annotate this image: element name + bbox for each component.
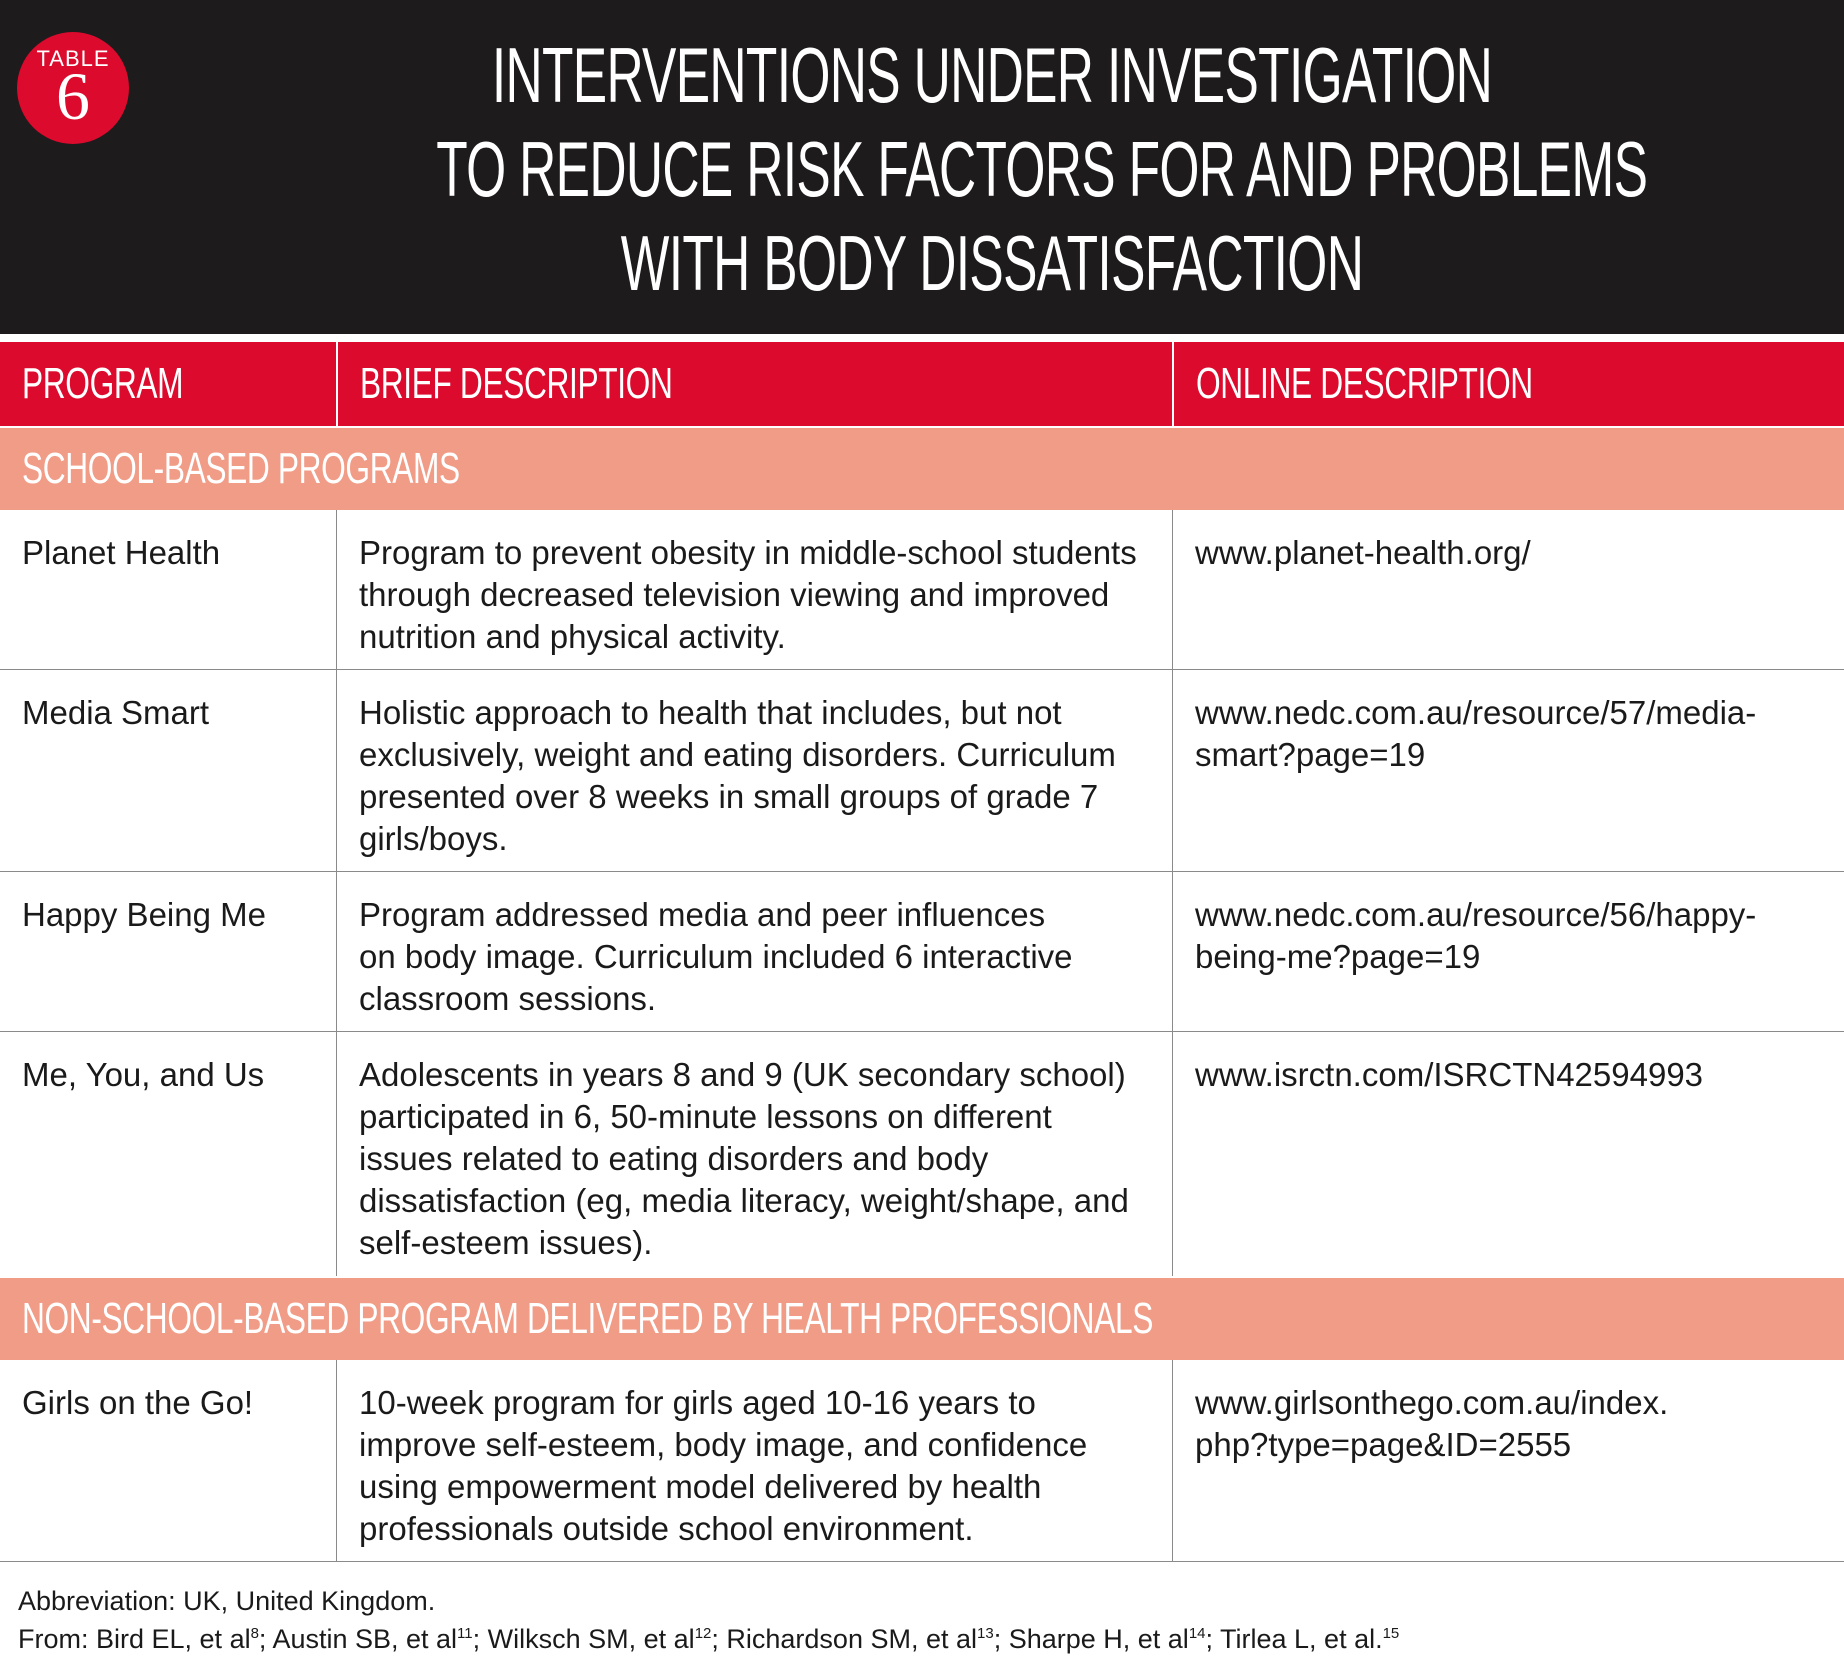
citation-ref: 14 — [1188, 1625, 1206, 1642]
description-line: issues related to eating disorders and body — [359, 1140, 989, 1177]
header-program — [0, 342, 336, 426]
table-row — [0, 1032, 1844, 1276]
description-cell — [336, 510, 1172, 669]
url-link[interactable] — [1195, 1382, 1830, 1466]
program-cell: Me, You, and Us — [22, 1056, 265, 1093]
badge-number: 6 — [56, 58, 90, 134]
description-cell — [336, 872, 1172, 1031]
description-cell — [336, 1032, 1172, 1276]
citation-ref: 13 — [977, 1625, 994, 1642]
description-cell — [336, 1360, 1172, 1561]
citation-text: Wilksch SM, et al — [487, 1624, 695, 1654]
table-header-row — [0, 342, 1844, 426]
program-cell: Happy Being Me — [22, 896, 266, 933]
section-title: NON-SCHOOL-BASED PROGRAM DELIVERED BY HEALTH PROFESSIONALS — [22, 1294, 1154, 1343]
title-banner — [0, 0, 1844, 334]
citation-text: Richardson SM, et al — [726, 1624, 977, 1654]
section-title: SCHOOL-BASED PROGRAMS — [22, 444, 460, 493]
description-line: presented over 8 weeks in small groups of grade 7 — [359, 778, 1099, 815]
description-line: Holistic approach to health that includes, but not — [359, 694, 1062, 731]
description-line: nutrition and physical activity. — [359, 618, 786, 655]
table-title — [150, 28, 1834, 310]
title-line-2: TO REDUCE RISK FACTORS FOR AND PROBLEMS — [436, 125, 1648, 213]
citation: Sharpe H, et $al^{14}$; — [1008, 1624, 1221, 1654]
table-row — [0, 1360, 1844, 1562]
header-program-label: PROGRAM — [22, 359, 184, 408]
from-label: From: — [18, 1624, 96, 1654]
url-line: www.nedc.com.au/resource/57/media- — [1195, 694, 1757, 731]
section-heading-non-school — [0, 1276, 1844, 1360]
citation-ref: 12 — [694, 1625, 712, 1642]
description-line: girls/boys. — [359, 820, 508, 857]
url-link[interactable] — [1195, 894, 1830, 978]
online-description-cell — [1172, 670, 1844, 871]
description-line: dissatisfaction (eg, media literacy, weight/shape, and — [359, 1182, 1129, 1219]
url-line: www.girlsonthego.com.au/index. — [1195, 1384, 1669, 1421]
citation-text: Bird EL, et al — [96, 1624, 251, 1654]
description-line: improve self-esteem, body image, and confidence — [359, 1426, 1088, 1463]
section-heading-school — [0, 426, 1844, 510]
url-line: php?type=page&ID=2555 — [1195, 1426, 1572, 1463]
description-line: exclusively, weight and eating disorders. Curriculum — [359, 736, 1116, 773]
description-line: through decreased television viewing and improved — [359, 576, 1110, 613]
header-online-description-label: ONLINE DESCRIPTION — [1196, 359, 1533, 408]
description-line: Adolescents in years 8 and 9 (UK secondary school) — [359, 1056, 1126, 1093]
description-line: participated in 6, 50-minute lessons on different — [359, 1098, 1052, 1135]
online-description-cell — [1172, 510, 1844, 669]
citation: Richardson SM, et $al^{13}$; — [726, 1624, 1009, 1654]
abbreviation-note: Abbreviation: UK, United Kingdom. — [18, 1586, 436, 1616]
url-link[interactable]: www.isrctn.com/ISRCTN42594993 — [1195, 1056, 1704, 1093]
description-line: Program addressed media and peer influences — [359, 896, 1046, 933]
source-citations — [18, 1620, 1834, 1658]
description-line: 10-week program for girls aged 10-16 years to — [359, 1384, 1036, 1421]
online-description-cell — [1172, 1360, 1844, 1561]
citation-ref: 11 — [457, 1625, 473, 1642]
url-line: www.nedc.com.au/resource/56/happy- — [1195, 896, 1757, 933]
program-cell: Girls on the Go! — [22, 1384, 254, 1421]
url-line: smart?page=19 — [1195, 736, 1426, 773]
citation: Austin SB, et $al^{11}$; — [272, 1624, 488, 1654]
title-line-1: INTERVENTIONS UNDER INVESTIGATION — [491, 31, 1493, 119]
citation-text: Austin SB, et al — [272, 1624, 458, 1654]
program-cell: Media Smart — [22, 694, 210, 731]
title-line-3: WITH BODY DISSATISFACTION — [620, 219, 1364, 307]
url-link[interactable]: www.planet-health.org/ — [1195, 534, 1531, 571]
url-link[interactable] — [1195, 692, 1830, 776]
description-line: professionals outside school environment. — [359, 1510, 974, 1547]
description-line: using empowerment model delivered by health — [359, 1468, 1042, 1505]
citation-text: Tirlea L, et al. — [1220, 1624, 1383, 1654]
interventions-table — [0, 342, 1844, 1562]
badge-label: TABLE — [36, 46, 110, 71]
online-description-cell — [1172, 872, 1844, 1031]
citation-text: Sharpe H, et al — [1008, 1624, 1189, 1654]
header-brief-description — [336, 342, 1172, 426]
online-description-cell — [1172, 1032, 1844, 1276]
citation: Bird EL, et $al^8$; — [96, 1624, 273, 1654]
description-cell — [336, 670, 1172, 871]
citation: Wilksch SM, et $al^{12}$; — [487, 1624, 727, 1654]
header-online-description — [1172, 342, 1844, 426]
program-cell: Planet Health — [22, 534, 221, 571]
header-brief-description-label: BRIEF DESCRIPTION — [360, 359, 673, 408]
description-line: self-esteem issues). — [359, 1224, 653, 1261]
citation-ref: 15 — [1382, 1625, 1400, 1642]
description-line: Program to prevent obesity in middle-school students — [359, 534, 1137, 571]
table-row — [0, 872, 1844, 1032]
table-row — [0, 670, 1844, 872]
table-number-badge — [17, 32, 129, 144]
table-row — [0, 510, 1844, 670]
description-line: classroom sessions. — [359, 980, 657, 1017]
url-line: being-me?page=19 — [1195, 938, 1481, 975]
description-line: on body image. Curriculum included 6 interactive — [359, 938, 1073, 975]
table-footnotes — [18, 1582, 1834, 1658]
citation-ref: 8 — [250, 1625, 259, 1642]
